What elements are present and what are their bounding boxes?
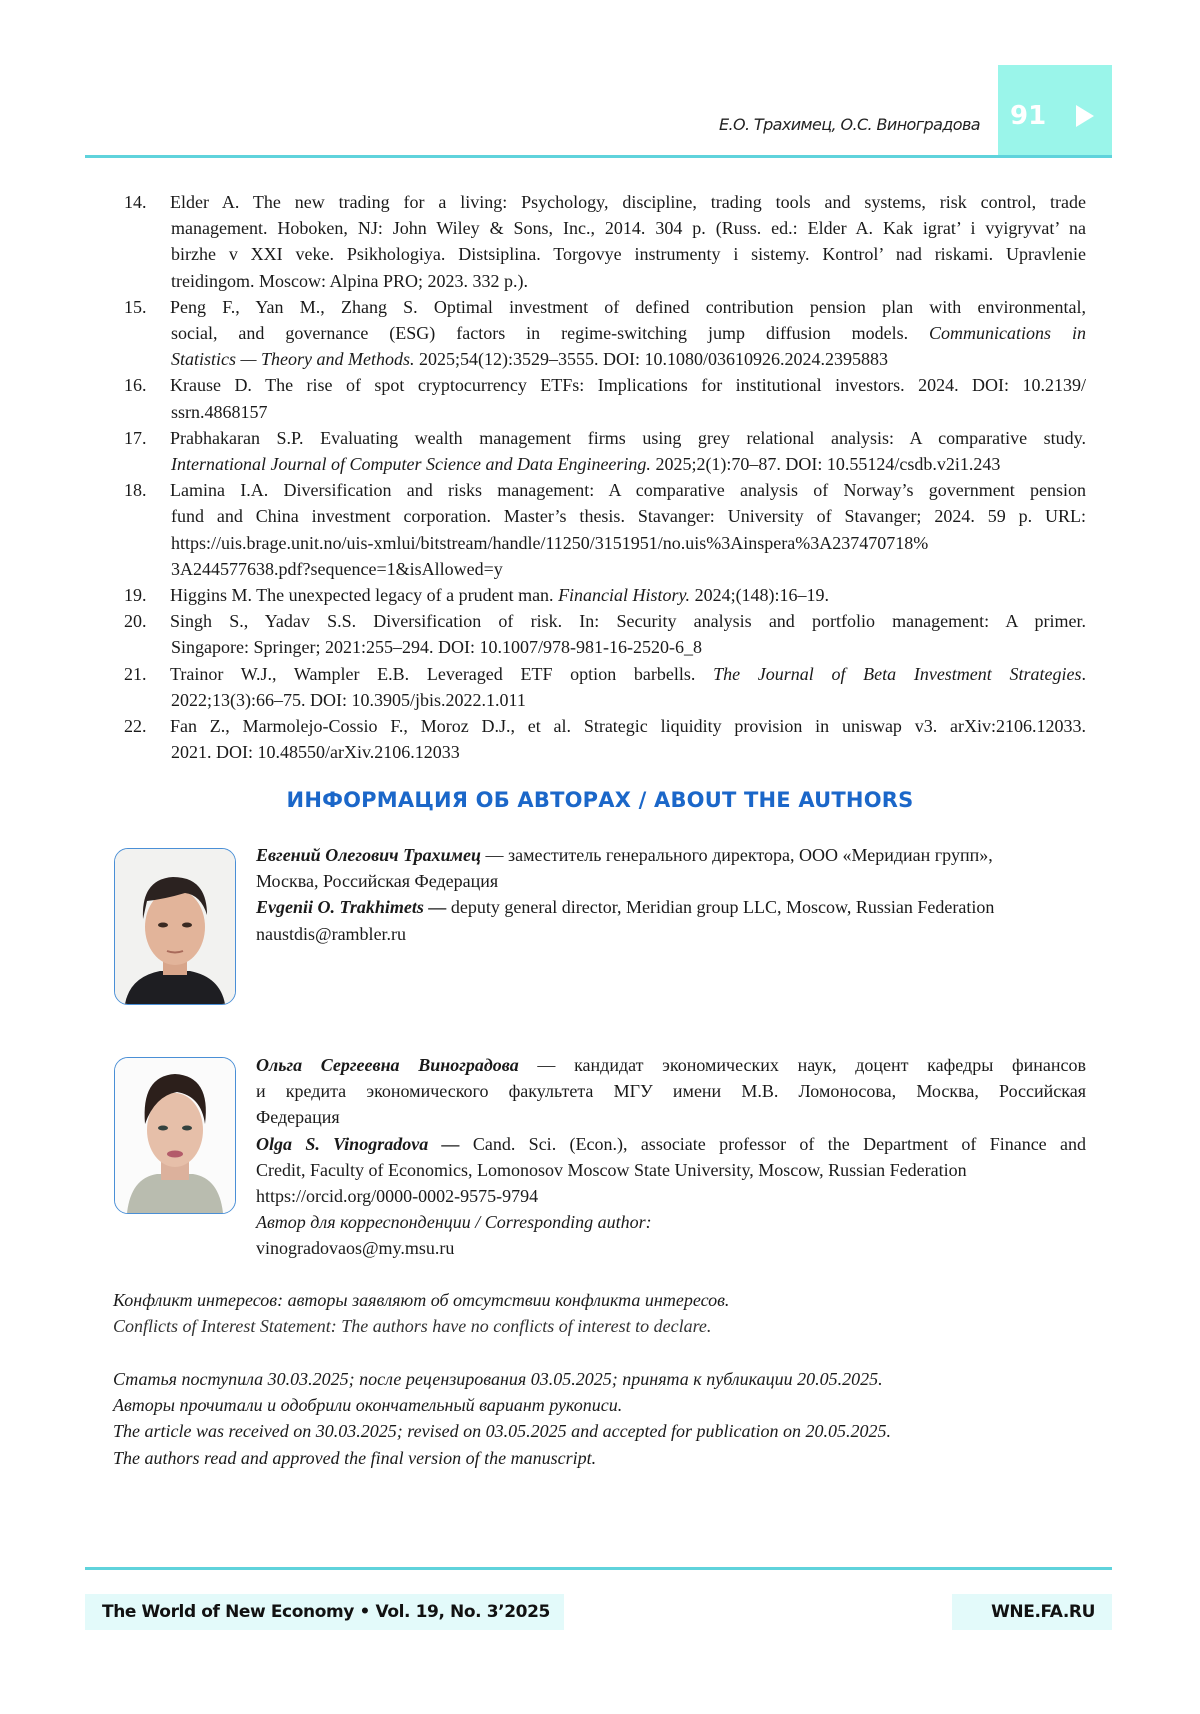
reference-line xyxy=(124,189,1086,215)
author-info-line xyxy=(256,1131,1086,1157)
authors-heading: ИНФОРМАЦИЯ ОБ АВТОРАХ / ABOUT THE AUTHORS xyxy=(286,788,914,812)
reference-line xyxy=(124,268,1086,294)
play-arrow-icon xyxy=(1076,105,1094,127)
page-number-box xyxy=(998,65,1112,156)
footer-site[interactable] xyxy=(952,1594,1112,1630)
footer-rule xyxy=(85,1567,1112,1570)
text-segment: Peng F., Yan M., Zhang S. Optimal investment of defined contribution pension plan with environmental, xyxy=(170,296,1086,317)
conflicts-ru: Конфликт интересов: авторы заявляют об отсутствии конфликта интересов. xyxy=(113,1290,730,1310)
text-segment: 2025;54(12):3529–3555. DOI: 10.1080/03610926.2024.2395883 xyxy=(414,349,888,370)
text-segment: . xyxy=(1081,663,1086,684)
text-segment: Москва, Российская Федерация xyxy=(256,871,499,892)
text-segment: 3A244577638.pdf?sequence=1&isAllowed=y xyxy=(171,558,503,579)
reference-line xyxy=(124,503,1086,529)
text-segment: — заместитель генерального директора, ООО «Меридиан групп», xyxy=(480,845,993,865)
author-info-line xyxy=(256,921,1086,947)
reference-line xyxy=(124,346,1086,372)
author-info-line xyxy=(256,1078,1086,1104)
reference-number: 21. xyxy=(124,663,147,684)
reference-number: 18. xyxy=(124,480,147,501)
text-segment: Fan Z., Marmolejo-Cossio F., Moroz D.J., et al. Strategic liquidity provision in uniswap v3. arXiv:2106.12033. xyxy=(170,716,1086,737)
reference-number: 22. xyxy=(124,716,147,737)
reference-line xyxy=(124,687,1086,713)
text-segment: treidingom. Moscow: Alpina PRO; 2023. 332 p.). xyxy=(171,270,528,291)
text-segment: 2024;(148):16–19. xyxy=(690,585,830,606)
author-info-line xyxy=(256,894,1086,920)
footer-journal xyxy=(85,1594,564,1630)
conflicts-statement xyxy=(113,1287,1063,1339)
text-segment: Krause D. The rise of spot cryptocurrency ETFs: Implications for institutional investors. 2024. DOI: 10.2139/ xyxy=(170,375,1086,396)
text-segment: Credit, Faculty of Economics, Lomonosov Moscow State University, Moscow, Russian Federation xyxy=(256,1159,967,1180)
reference-line xyxy=(124,451,1086,477)
author-info-line xyxy=(256,842,1086,868)
reference-line xyxy=(124,608,1086,634)
history-en-approval: The authors read and approved the final version of the manuscript. xyxy=(113,1447,597,1468)
history-en-dates: The article was received on 30.03.2025; revised on 03.05.2025 and accepted for publication on 20.05.2025. xyxy=(113,1421,892,1442)
header-rule xyxy=(85,155,1112,158)
author-info-line xyxy=(256,1104,1086,1130)
reference-number: 20. xyxy=(124,611,147,632)
history-ru-approval: Авторы прочитали и одобрили окончательный вариант рукописи. xyxy=(113,1395,623,1416)
author-info-line xyxy=(256,1183,1086,1209)
text-segment: — кандидат экономических наук, доцент кафедры финансов xyxy=(518,1055,1086,1075)
text-segment: social, and governance (ESG) factors in regime-switching jump diffusion models. xyxy=(171,323,930,344)
text-segment: fund and China investment corporation. Master’s thesis. Stavanger: University of Stavanger; 2024. 59 p. URL: xyxy=(171,506,1086,527)
text-segment: deputy general director, Meridian group LLC, Moscow, Russian Federation xyxy=(446,897,995,918)
text-segment: ssrn.4868157 xyxy=(171,401,268,422)
reference-line xyxy=(124,399,1086,425)
text-segment: Федерация xyxy=(256,1107,340,1128)
reference-number: 16. xyxy=(124,375,147,396)
reference-item xyxy=(124,661,1086,713)
reference-item xyxy=(124,425,1086,477)
text-segment: Cand. Sci. (Econ.), associate professor of the Department of Finance and xyxy=(459,1133,1086,1154)
reference-number: 14. xyxy=(124,192,147,212)
reference-line xyxy=(124,372,1086,398)
reference-line xyxy=(124,582,1086,608)
reference-number: 19. xyxy=(124,585,147,606)
reference-line xyxy=(124,477,1086,503)
reference-line xyxy=(124,425,1086,451)
author-info-line xyxy=(256,1157,1086,1183)
text-segment: Elder A. The new trading for a living: Psychology, discipline, trading tools and systems, risk control, trade xyxy=(170,192,1086,212)
reference-line xyxy=(124,294,1086,320)
author-photo-vinogradova xyxy=(114,1057,236,1214)
footer-site-link[interactable]: WNE.FA.RU xyxy=(991,1602,1095,1622)
text-segment: Trainor W.J., Wampler E.B. Leveraged ETF option barbells. xyxy=(170,663,714,684)
text-segment: Higgins M. The unexpected legacy of a prudent man. xyxy=(170,585,559,606)
reference-list xyxy=(124,189,1086,765)
running-head: Е.О. Трахимец, О.С. Виноградова xyxy=(718,115,980,134)
reference-line xyxy=(124,241,1086,267)
text-segment: Statistics — Theory and Methods. xyxy=(171,349,415,370)
reference-line xyxy=(124,713,1086,739)
footer-journal-text: The World of New Economy • Vol. 19, No. 3’2025 xyxy=(102,1602,550,1622)
author-name: Evgenii O. Trakhimets — xyxy=(256,897,447,918)
text-segment: Lamina I.A. Diversification and risks management: A comparative analysis of Norway’s government pension xyxy=(170,480,1086,501)
text-segment: Singapore: Springer; 2021:255–294. DOI: 10.1007/978-981-16-2520-6_8 xyxy=(171,637,702,658)
author-photo-trakhimets xyxy=(114,848,236,1005)
text-segment: 2025;2(1):70–87. DOI: 10.55124/csdb.v2i1.243 xyxy=(650,454,1001,475)
text-segment: 2021. DOI: 10.48550/arXiv.2106.12033 xyxy=(171,742,460,763)
text-segment: и кредита экономического факультета МГУ имени М.В. Ломоносова, Москва, Российская xyxy=(256,1081,1086,1102)
text-segment: International Journal of Computer Science and Data Engineering. xyxy=(171,454,651,475)
reference-item xyxy=(124,713,1086,765)
author-info-vinogradova xyxy=(256,1052,1086,1262)
author-info-line xyxy=(256,1052,1086,1078)
text-segment: vinogradovaos@my.msu.ru xyxy=(256,1238,455,1259)
reference-line xyxy=(124,556,1086,582)
reference-line xyxy=(124,739,1086,765)
reference-item xyxy=(124,189,1086,294)
page-number: 91 xyxy=(1010,101,1047,131)
text-segment: 2022;13(3):66–75. DOI: 10.3905/jbis.2022.1.011 xyxy=(171,689,526,710)
text-segment: https://orcid.org/0000-0002-9575-9794 xyxy=(256,1186,539,1207)
reference-item xyxy=(124,608,1086,660)
author-name: Ольга Сергеевна Виноградова xyxy=(256,1055,519,1075)
text-segment: https://uis.brage.unit.no/uis-xmlui/bitstream/handle/11250/3151951/no.uis%3Ainspera%3A237470718% xyxy=(171,532,929,553)
reference-item xyxy=(124,372,1086,424)
reference-line xyxy=(124,320,1086,346)
text-segment: The Journal of Beta Investment Strategies xyxy=(713,663,1082,684)
reference-line xyxy=(124,530,1086,556)
reference-item xyxy=(124,477,1086,582)
history-ru-dates: Статья поступила 30.03.2025; после рецензирования 03.05.2025; принята к публикации 20.05.2025. xyxy=(113,1369,883,1389)
text-segment: Financial History. xyxy=(558,585,691,606)
reference-item xyxy=(124,582,1086,608)
reference-item xyxy=(124,294,1086,373)
text-segment: Singh S., Yadav S.S. Diversification of risk. In: Security analysis and portfolio management: A primer. xyxy=(170,611,1086,632)
text-segment: Автор для корреспонденции / Corresponding author: xyxy=(256,1212,652,1233)
author-info-line xyxy=(256,868,1086,894)
reference-number: 17. xyxy=(124,427,147,448)
text-segment: management. Hoboken, NJ: John Wiley & Sons, Inc., 2014. 304 p. (Russ. ed.: Elder A. Kak igrat’ i vyigryvat’ na xyxy=(171,218,1086,239)
reference-line xyxy=(124,215,1086,241)
author-info-trakhimets xyxy=(256,842,1086,947)
conflicts-en: Conflicts of Interest Statement: The authors have no conflicts of interest to declare. xyxy=(113,1316,712,1337)
text-segment: Prabhakaran S.P. Evaluating wealth management firms using grey relational analysis: A comparative study. xyxy=(170,427,1086,448)
author-info-line xyxy=(256,1235,1086,1261)
reference-number: 15. xyxy=(124,296,147,317)
article-history xyxy=(113,1366,1063,1471)
author-info-line xyxy=(256,1209,1086,1235)
text-segment: naustdis@rambler.ru xyxy=(256,923,407,944)
reference-line xyxy=(124,661,1086,687)
text-segment: birzhe v XXI veke. Psikhologiya. Distsiplina. Torgovye instrumenty i sistemy. Kontrol’ nad riskami. Upravlenie xyxy=(171,244,1086,265)
reference-line xyxy=(124,634,1086,660)
author-name: Olga S. Vinogradova — xyxy=(256,1133,460,1154)
author-name: Евгений Олегович Трахимец xyxy=(256,845,481,865)
text-segment: Communications in xyxy=(929,323,1086,344)
